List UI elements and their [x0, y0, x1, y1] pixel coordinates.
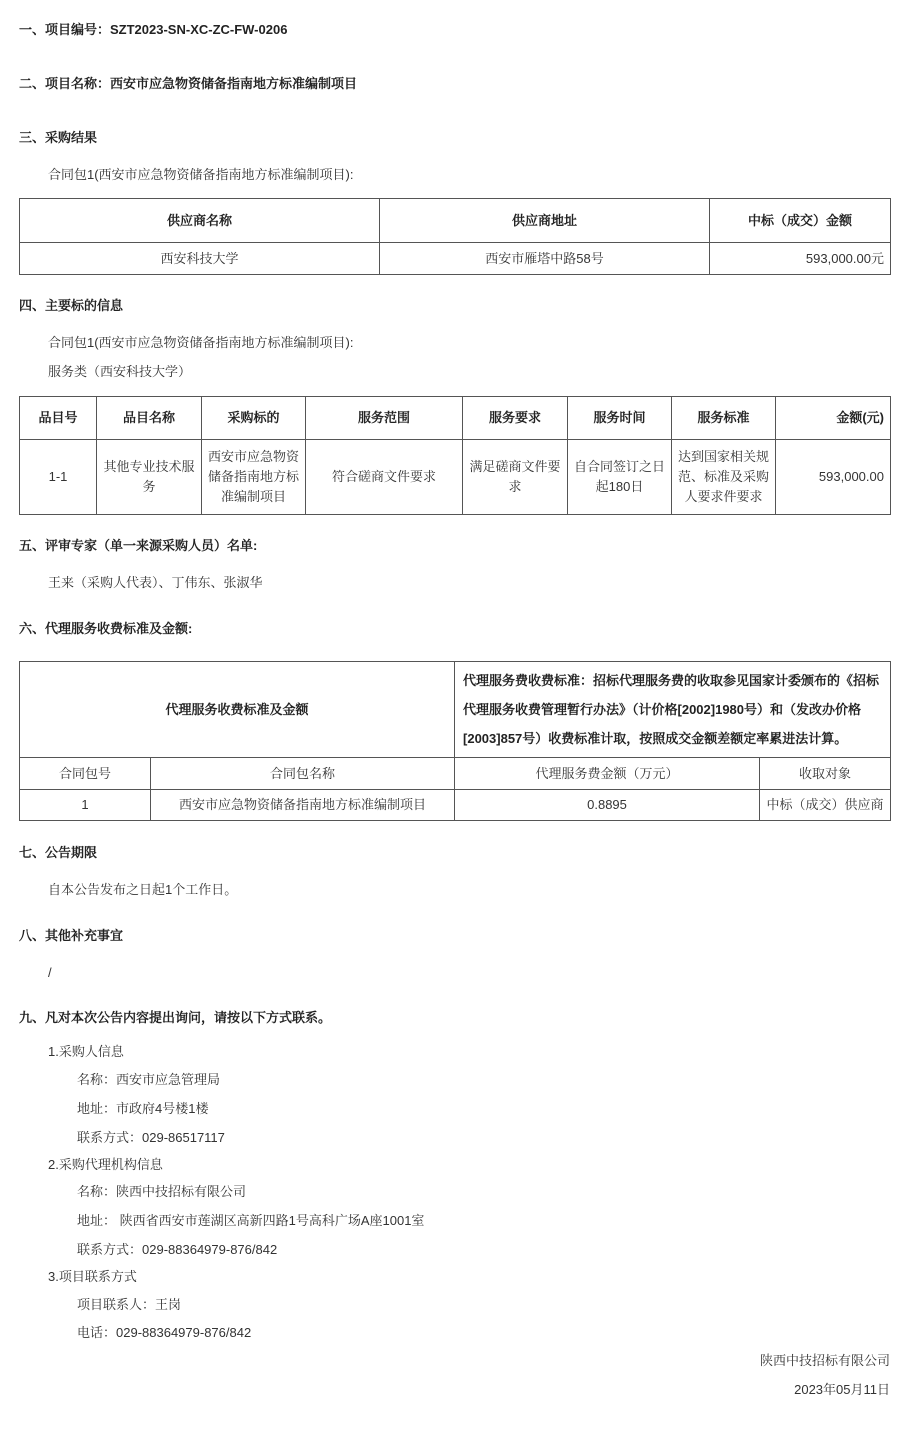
- project-name: 二、项目名称：西安市应急物资储备指南地方标准编制项目: [19, 76, 358, 91]
- project-contact-person: 项目联系人：王岗: [77, 1297, 182, 1312]
- table-header: 代理服务费金额（万元）: [455, 758, 760, 790]
- other-matters-text: /: [48, 965, 52, 980]
- fee-standard-text: 代理服务费收费标准：招标代理服务费的收取参见国家计委颁布的《招标代理服务收费管理暂行办法》（计价格[2002]1980号）和（发改办价格[2003]857号）收费标准计取，按照成交金额差额定率累进法计算。: [455, 662, 891, 758]
- section-procurement-result-title: 三、采购结果: [19, 130, 98, 145]
- subject-table: [19, 396, 891, 515]
- table-header: 收取对象: [760, 758, 891, 790]
- package-label: 合同包1(西安市应急物资储备指南地方标准编制项目):: [48, 167, 354, 182]
- agency-name: 名称：陕西中技招标有限公司: [77, 1184, 247, 1199]
- table-header: 服务标准: [672, 397, 776, 440]
- table-row: [20, 790, 891, 821]
- announcement-period-text: 自本公告发布之日起1个工作日。: [48, 882, 238, 897]
- agency-address: 地址： 陕西省西安市莲湖区高新四路1号高科广场A座1001室: [77, 1213, 425, 1228]
- table-header: 合同包号: [20, 758, 151, 790]
- agency-contact: 联系方式：029-88364979-876/842: [77, 1242, 278, 1257]
- table-header: 采购标的: [202, 397, 306, 440]
- table-header: 服务时间: [568, 397, 672, 440]
- table-header: 供应商地址: [380, 199, 710, 243]
- supplier-name: 西安科技大学: [20, 243, 380, 275]
- service-scope: 符合磋商文件要求: [306, 440, 463, 515]
- purchaser-name: 名称：西安市应急管理局: [77, 1072, 221, 1087]
- item-number: 1-1: [20, 440, 97, 515]
- fee-standard-label: 代理服务收费标准及金额: [20, 662, 455, 758]
- project-number: 一、项目编号：SZT2023-SN-XC-ZC-FW-0206: [19, 22, 288, 37]
- section-main-subject-title: 四、主要标的信息: [19, 298, 124, 313]
- footer-date: 2023年05月11日: [794, 1382, 890, 1397]
- service-time: 自合同签订之日起180日: [568, 440, 672, 515]
- purchaser-address: 地址：市政府4号楼1楼: [77, 1101, 209, 1116]
- footer-company: 陕西中技招标有限公司: [759, 1353, 890, 1368]
- procurement-subject: 西安市应急物资储备指南地方标准编制项目: [202, 440, 306, 515]
- section-announcement-period-title: 七、公告期限: [19, 845, 98, 860]
- table-row: [20, 440, 891, 515]
- purchaser-heading: 1.采购人信息: [48, 1044, 124, 1059]
- agency-fee-amount: 0.8895: [455, 790, 760, 821]
- package-label: 合同包1(西安市应急物资储备指南地方标准编制项目):: [48, 335, 354, 350]
- package-number: 1: [20, 790, 151, 821]
- category-label: 服务类（西安科技大学）: [48, 364, 192, 379]
- table-header: 品目号: [20, 397, 97, 440]
- agency-heading: 2.采购代理机构信息: [48, 1157, 163, 1172]
- section-contact-title: 九、凡对本次公告内容提出询问，请按以下方式联系。: [19, 1010, 332, 1025]
- table-header: 品目名称: [97, 397, 202, 440]
- table-row: [20, 243, 891, 275]
- winning-amount: 593,000.00元: [710, 243, 891, 275]
- table-header: 合同包名称: [151, 758, 455, 790]
- table-header: 中标（成交）金额: [710, 199, 891, 243]
- project-contact-phone: 电话：029-88364979-876/842: [77, 1325, 252, 1340]
- purchaser-contact: 联系方式：029-86517117: [77, 1130, 225, 1145]
- service-standard: 达到国家相关规范、标准及采购人要求件要求: [672, 440, 776, 515]
- item-name: 其他专业技术服务: [97, 440, 202, 515]
- package-name: 西安市应急物资储备指南地方标准编制项目: [151, 790, 455, 821]
- service-requirement: 满足磋商文件要求: [463, 440, 568, 515]
- fee-payer: 中标（成交）供应商: [760, 790, 891, 821]
- project-contact-heading: 3.项目联系方式: [48, 1269, 137, 1284]
- amount: 593,000.00: [776, 440, 891, 515]
- table-header: 服务范围: [306, 397, 463, 440]
- table-header: 供应商名称: [20, 199, 380, 243]
- section-agency-fee-title: 六、代理服务收费标准及金额:: [19, 621, 193, 636]
- table-header: 金额(元): [776, 397, 891, 440]
- result-table: [19, 198, 891, 275]
- section-experts-title: 五、评审专家（单一来源采购人员）名单:: [19, 538, 258, 553]
- agency-fee-table: [19, 661, 891, 821]
- section-other-matters-title: 八、其他补充事宜: [19, 928, 124, 943]
- experts-names: 王来（采购人代表）、丁伟东、张淑华: [48, 575, 263, 590]
- supplier-address: 西安市雁塔中路58号: [380, 243, 710, 275]
- table-header: 服务要求: [463, 397, 568, 440]
